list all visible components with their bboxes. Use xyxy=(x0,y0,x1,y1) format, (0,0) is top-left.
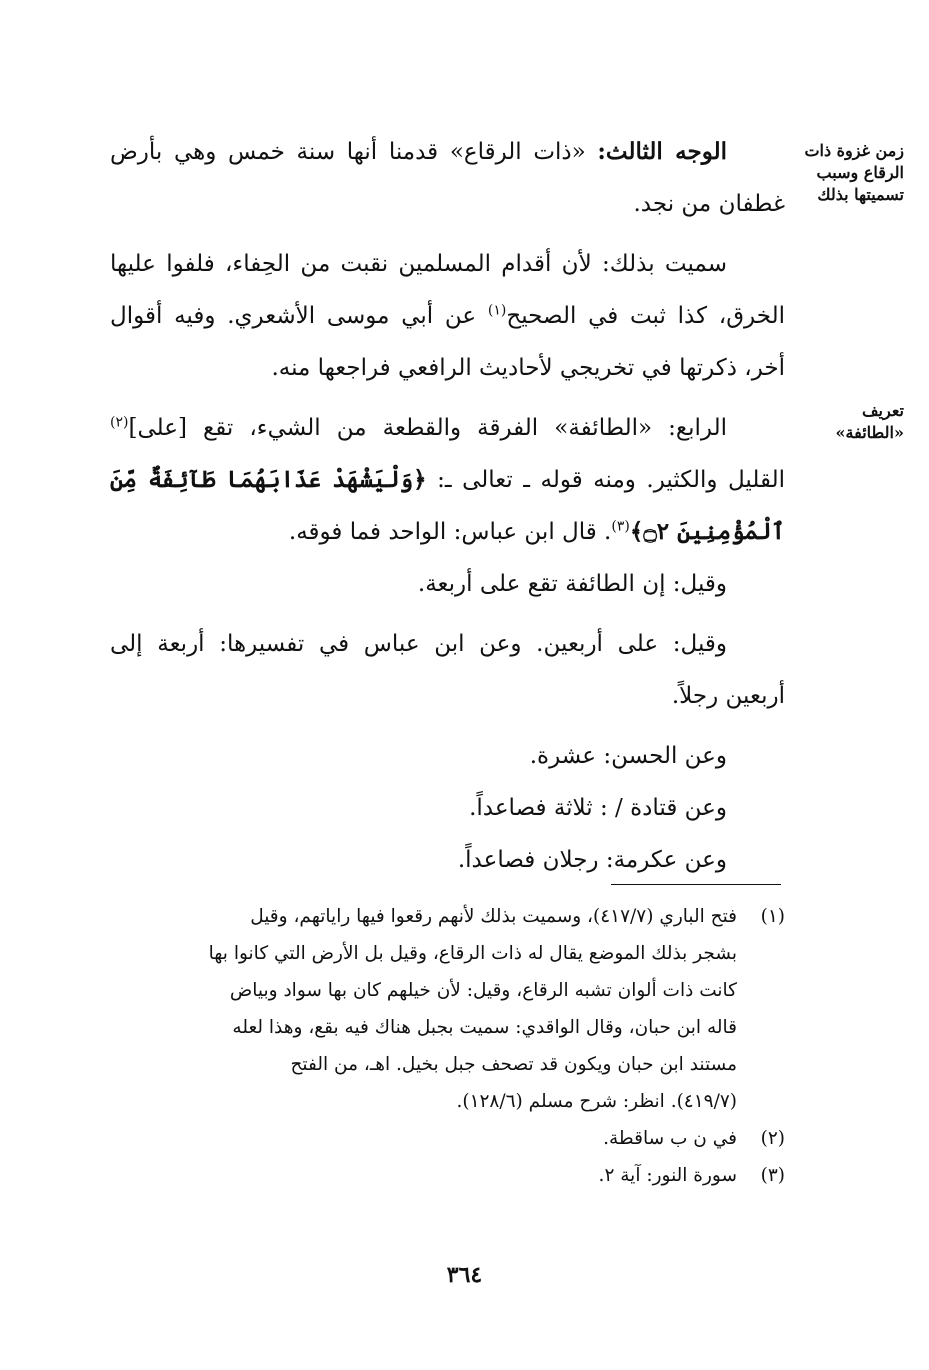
paragraph-third-aspect xyxy=(110,126,785,230)
fourth-aspect-text-cont: القليل والكثير. ومنه قوله ـ تعالى ـ: xyxy=(426,467,785,493)
footnote-text xyxy=(115,898,737,1120)
paragraph-hasan-opinion: وعن الحسن: عشرة. xyxy=(529,743,727,769)
footnote-text xyxy=(115,1157,737,1194)
third-aspect-heading: الوجه الثالث: xyxy=(597,138,728,165)
page-number: ٣٦٤ xyxy=(446,1262,483,1288)
ibn-abbas-saying: . قال ابن عباس: الواحد فما فوقه. xyxy=(288,519,612,545)
footnote-1 xyxy=(115,898,785,1120)
margin-note-dhat-al-riqa: زمن غزوة ذات الرقاع وسبب تسميتها بذلك xyxy=(804,141,904,204)
footnote-number: (٣) xyxy=(760,1165,785,1186)
footnote-line: بشجر بذلك الموضع يقال له ذات الرقاع، وقيل بل الأرض التي كانوا بها xyxy=(208,943,737,964)
paragraph-four-opinion: وقيل: إن الطائفة تقع على أربعة. xyxy=(417,571,727,597)
footnote-number: (١) xyxy=(760,906,785,927)
naming-reason-text: سميت بذلك: لأن أقدام المسلمين نقبت من الحِفاء، فلفوا عليها الخرق، كذا ثبت في الصحيح xyxy=(110,251,785,329)
footnote-line: في ن ب ساقطة. xyxy=(603,1128,737,1149)
footnote-text xyxy=(115,1120,737,1157)
footnote-line: مستند ابن حبان ويكون قد تصحف جبل بخيل. اهـ، من الفتح xyxy=(290,1054,737,1075)
footnote-line: سورة النور: آية ٢. xyxy=(598,1165,737,1186)
quran-verse: ﴿وَلْيَشْهَدْ عَذَابَهُمَا طَآئِفَةٌ مِّنَ ٱلْمُؤْمِنِينَ ۝٢﴾ xyxy=(110,466,785,545)
footnote-number: (٢) xyxy=(760,1128,785,1149)
footnote-line: (٤١٩/٧). انظر: شرح مسلم (١٢٨/٦). xyxy=(456,1091,737,1112)
paragraph-naming-reason xyxy=(110,238,785,394)
paragraph-fourth-aspect xyxy=(110,402,785,558)
footnote-ref-2: (٢) xyxy=(110,414,129,431)
margin-note-taifa-definition: تعريف «الطائفة» xyxy=(835,401,904,442)
footnote-ref-1: (١) xyxy=(487,302,507,319)
footnote-line: فتح الباري (٤١٧/٧)، وسميت بذلك لأنهم رقعوا فيها راياتهم، وقيل xyxy=(250,906,737,927)
footnote-2 xyxy=(115,1120,785,1157)
paragraph-forty-opinion: وقيل: على أربعين. وعن ابن عباس في تفسيرها: أربعة إلى أربعين رجلاً. xyxy=(110,631,785,709)
footnote-line: كانت ذات ألوان تشبه الرقاع، وقيل: لأن خيلهم كان بها سواد وبياض xyxy=(229,980,737,1001)
naming-reason-text-cont: عن أبي موسى الأشعري. وفيه أقوال أخر، ذكرتها في تخريجي لأحاديث الرافعي فراجعها منه. xyxy=(110,303,785,381)
paragraph-ikrima-opinion: وعن عكرمة: رجلان فصاعداً. xyxy=(457,847,727,873)
main-text xyxy=(110,126,785,886)
footnote-3 xyxy=(115,1157,785,1194)
footnote-ref-3: (٣) xyxy=(611,518,630,535)
footnotes xyxy=(115,898,785,1194)
third-aspect-text: «ذات الرقاع» قدمنا أنها سنة خمس وهي بأرض غطفان من نجد. xyxy=(110,139,785,217)
fourth-aspect-text: الرابع: «الطائفة» الفرقة والقطعة من الشيء، تقع [على] xyxy=(128,415,727,441)
footnote-line: قاله ابن حبان، وقال الواقدي: سميت بجبل هناك فيه بقع، وهذا لعله xyxy=(232,1017,737,1038)
footnote-separator xyxy=(611,884,781,885)
paragraph-qatada-opinion: وعن قتادة / : ثلاثة فصاعداً. xyxy=(469,795,727,821)
